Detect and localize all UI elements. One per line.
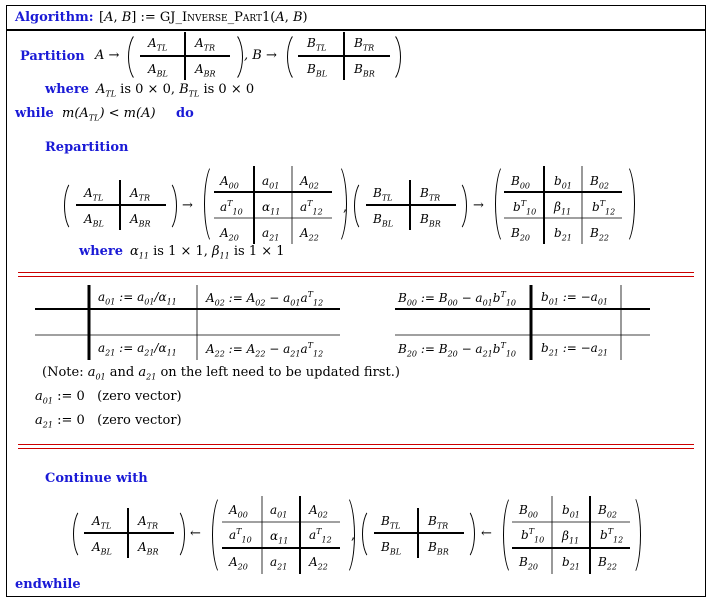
A22-label: $A_{22}$ <box>309 555 328 572</box>
algorithm-label: Algorithm: <box>15 10 94 25</box>
atl-label: $A_{TL}$ <box>148 36 168 53</box>
partition-where-keyword: where <box>45 82 90 97</box>
btl-label: $B_{TL}$ <box>381 514 401 531</box>
abr-label: $A_{BR}$ <box>195 62 216 79</box>
while-condition: $m(A_{TL}) < m(A)$ <box>62 106 156 123</box>
btl-label: $B_{TL}$ <box>307 36 327 53</box>
abr-label: $A_{BR}$ <box>138 540 159 557</box>
a01-label: $a_{01}$ <box>270 503 288 520</box>
partition-keyword: Partition <box>20 49 85 64</box>
b12T-label: $b^T_{12}$ <box>600 527 624 545</box>
b21-label: $b_{21}$ <box>562 555 580 572</box>
alpha11-label: $\alpha_{11}$ <box>270 529 289 546</box>
alpha11-label: $\alpha_{11}$ <box>262 200 281 217</box>
repartition-arrow: → <box>473 198 484 213</box>
update-B20: $B_{20}$ := $B_{20} - a_{21}b^T_{10}$ <box>398 341 516 359</box>
beta11-label: $\beta_{11}$ <box>562 529 580 546</box>
A20-label: $A_{20}$ <box>220 226 239 243</box>
right-paren <box>614 163 635 245</box>
b01-label: $b_{01}$ <box>554 174 572 191</box>
abl-label: $A_{BL}$ <box>148 62 168 79</box>
right-paren <box>218 31 243 83</box>
bbr-label: $B_{BR}$ <box>428 540 449 557</box>
A00-label: $A_{00}$ <box>229 503 248 520</box>
continue-keyword: Continue with <box>45 471 148 486</box>
btl-label: $B_{TL}$ <box>373 186 393 203</box>
bbr-label: $B_{BR}$ <box>420 212 441 229</box>
update-b01: $b_{01}$ := $-a_{01}$ <box>541 290 608 307</box>
A20-label: $A_{20}$ <box>229 555 248 572</box>
comma: , <box>343 200 348 215</box>
zero-a21: $a_{21}$ := 0 (zero vector) <box>35 413 182 430</box>
b10T-label: $b^T_{10}$ <box>513 199 537 217</box>
atr-label: $A_{TR}$ <box>195 36 216 53</box>
bbl-label: $B_{BL}$ <box>373 212 394 229</box>
algorithm-signature <box>99 10 308 25</box>
update-A22: $A_{22}$ := $A_{22} - a_{21}a^T_{12}$ <box>206 341 324 359</box>
B02-label: $B_{02}$ <box>590 174 610 191</box>
a10T-label: $a^T_{10}$ <box>220 199 243 217</box>
b12T-label: $b^T_{12}$ <box>592 199 616 217</box>
B22-label: $B_{22}$ <box>598 555 618 572</box>
btr-label: $B_{TR}$ <box>354 36 375 53</box>
b21-label: $b_{21}$ <box>554 226 572 243</box>
partition-where-text: $A_{TL}$ is 0 × 0, $B_{TL}$ is 0 × 0 <box>96 82 255 99</box>
bbl-label: $B_{BL}$ <box>307 62 328 79</box>
continue-arrow: ← <box>481 526 492 541</box>
right-paren <box>454 508 475 560</box>
right-paren <box>446 180 467 232</box>
A22-label: $A_{22}$ <box>300 226 319 243</box>
update-b21: $b_{21}$ := $-a_{21}$ <box>541 341 608 358</box>
abl-label: $A_{BL}$ <box>92 540 112 557</box>
right-paren <box>376 31 401 83</box>
abl-label: $A_{BL}$ <box>84 212 104 229</box>
update-a01: $a_{01}$ := $a_{01}/\alpha_{11}$ <box>98 290 177 307</box>
atl-label: $A_{TL}$ <box>84 186 104 203</box>
right-paren <box>164 508 185 560</box>
repartition-arrow: → <box>182 198 193 213</box>
zero-a01: $a_{01}$ := 0 (zero vector) <box>35 389 182 406</box>
right-paren <box>622 494 641 576</box>
update-B00: $B_{00}$ := $B_{00} - a_{01}b^T_{10}$ <box>398 290 516 308</box>
a12T-label: $a^T_{12}$ <box>309 527 332 545</box>
B20-label: $B_{20}$ <box>511 226 531 243</box>
bbl-label: $B_{BL}$ <box>381 540 402 557</box>
a10T-label: $a^T_{10}$ <box>229 527 252 545</box>
partition-a-arrow: A → <box>95 48 120 63</box>
red-rule-bottom <box>18 444 694 449</box>
a21-label: $a_{21}$ <box>262 226 280 243</box>
update-note: (Note: $a_{01}$ and $a_{21}$ on the left need to be updated first.) <box>42 365 400 382</box>
update-A02: $A_{02}$ := $A_{02} - a_{01}a^T_{12}$ <box>206 290 324 308</box>
A02-label: $A_{02}$ <box>309 503 328 520</box>
red-rule-top <box>18 272 694 277</box>
a21-label: $a_{21}$ <box>270 555 288 572</box>
beta11-label: $\beta_{11}$ <box>554 200 572 217</box>
repartition-keyword: Repartition <box>45 140 129 155</box>
B00-label: $B_{00}$ <box>511 174 531 191</box>
update-a21: $a_{21}$ := $a_{21}/\alpha_{11}$ <box>98 341 177 358</box>
signature-text: [A, B] := GJ_Inverse_Part1(A, B) <box>99 10 308 25</box>
abr-label: $A_{BR}$ <box>130 212 151 229</box>
partition-b-arrow: , B → <box>244 48 277 63</box>
B22-label: $B_{22}$ <box>590 226 610 243</box>
bbr-label: $B_{BR}$ <box>354 62 375 79</box>
atl-label: $A_{TL}$ <box>92 514 112 531</box>
comma: , <box>351 528 356 543</box>
atr-label: $A_{TR}$ <box>130 186 151 203</box>
A02-label: $A_{02}$ <box>300 174 319 191</box>
btr-label: $B_{TR}$ <box>420 186 441 203</box>
b10T-label: $b^T_{10}$ <box>521 527 545 545</box>
atr-label: $A_{TR}$ <box>138 514 159 531</box>
repartition-where-keyword: where <box>79 244 124 259</box>
repartition-where-text: $\alpha_{11}$ is 1 × 1, $\beta_{11}$ is 1 × 1 <box>130 244 285 261</box>
B02-label: $B_{02}$ <box>598 503 618 520</box>
continue-arrow: ← <box>190 526 201 541</box>
b01-label: $b_{01}$ <box>562 503 580 520</box>
A00-label: $A_{00}$ <box>220 174 239 191</box>
endwhile-keyword: endwhile <box>15 577 81 592</box>
do-keyword: do <box>176 106 194 121</box>
while-keyword: while <box>15 106 54 121</box>
B00-label: $B_{00}$ <box>519 503 539 520</box>
right-paren <box>156 180 177 232</box>
a12T-label: $a^T_{12}$ <box>300 199 323 217</box>
a01-label: $a_{01}$ <box>262 174 280 191</box>
B20-label: $B_{20}$ <box>519 555 539 572</box>
btr-label: $B_{TR}$ <box>428 514 449 531</box>
